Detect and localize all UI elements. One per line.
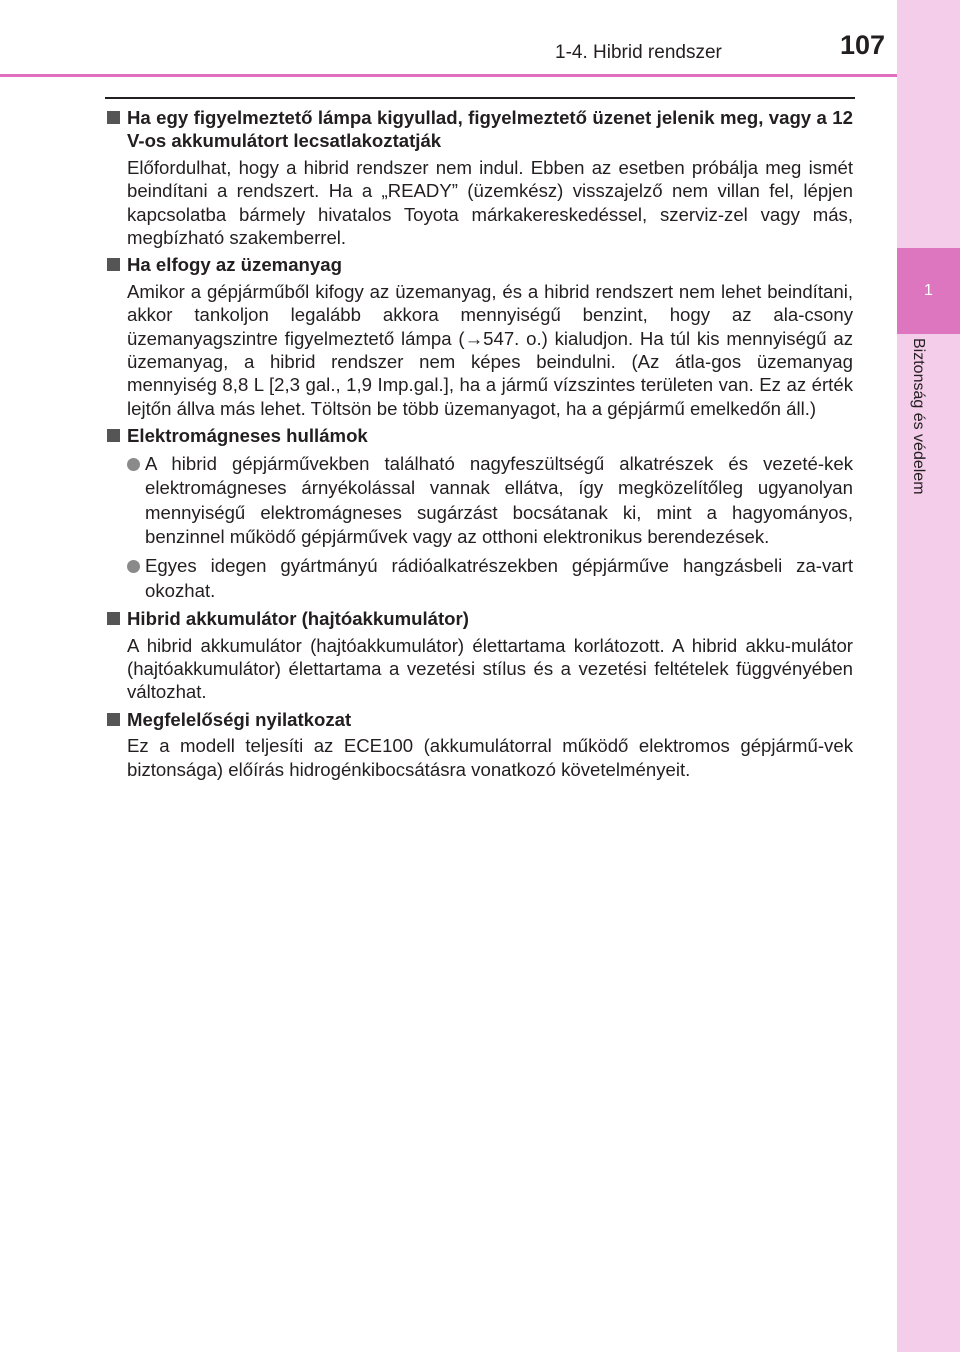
- list-item: [127, 452, 853, 550]
- side-strip: [897, 0, 960, 1352]
- page-content: [105, 106, 853, 785]
- section-electromagnetic-waves: [105, 424, 853, 603]
- section-body: Előfordulhat, hogy a hibrid rendszer nem indul. Ebben az esetben próbálja meg ismét beindítani a rendszert. Ha a „READY” (üzemkész) visszajelző nem villan fel, lépjen kapcsolatba bármely hivatalos Toyota márkakereskedéssel, szerviz-zel vagy más, megbízható szakemberrel.: [127, 156, 853, 249]
- square-bullet-icon: [107, 258, 120, 271]
- content-rule: [105, 97, 855, 99]
- section-body: Amikor a gépjárműből kifogy az üzemanyag, és a hibrid rendszert nem lehet beindítani, akkor tankoljon legalább akkora mennyiségű benzint, hogy az ala-csony üzemanyagszintre figyelmeztető lámpa (→547. o.) kialudjon. Ha túl kis mennyiségű az üzemanyag, a hibrid rendszer nem képes beindulni. (Az átla-gos üzemanyag mennyiség 8,8 L [2,3 gal., 1,9 Imp.gal.], ha a jármű vízszintes területen van. Ez az érték lejtőn állva más lehet. Töltsön be több üzemanyagot, ha a gépjármű emelkedőn áll.): [127, 280, 853, 419]
- section-heading: Ha elfogy az üzemanyag: [127, 254, 342, 276]
- square-bullet-icon: [107, 713, 120, 726]
- chapter-number-tab: [897, 248, 960, 334]
- section-declaration-of-conformity: [105, 708, 853, 781]
- page-number: 107: [839, 30, 885, 60]
- chapter-number: 1: [924, 282, 933, 299]
- list-item-text: A hibrid gépjárművekben található nagyfeszültségű alkatrészek és vezeté-kek elektromágneses árnyékolással vannak ellátva, így megközelítőleg ugyanolyan mennyiségű elektromágneses sugárzást bocsátanak ki, mint a hagyományos, benzinnel működő gépjárművek vagy az otthoni elektronikus berendezések.: [145, 452, 853, 548]
- list-item: [127, 554, 853, 603]
- section-out-of-fuel: [105, 253, 853, 420]
- round-bullet-icon: [127, 560, 140, 573]
- header-rule: [0, 74, 897, 77]
- section-heading: Megfelelőségi nyilatkozat: [127, 708, 352, 730]
- section-heading: Elektromágneses hullámok: [127, 425, 368, 447]
- square-bullet-icon: [107, 111, 120, 124]
- section-body: A hibrid akkumulátor (hajtóakkumulátor) élettartama korlátozott. A hibrid akku-mulátor (hajtóakkumulátor) élettartama a vezetési stílus és a vezetési feltételek függvényében változhat.: [127, 634, 853, 703]
- section-hybrid-battery: [105, 607, 853, 704]
- round-bullet-icon: [127, 458, 140, 471]
- section-body: Ez a modell teljesíti az ECE100 (akkumulátorral működő elektromos gépjármű-vek biztonsága) előírás hidrogénkibocsátásra vonatkozó követelményeit.: [127, 735, 853, 780]
- section-warning-light: [105, 106, 853, 249]
- section-heading: Hibrid akkumulátor (hajtóakkumulátor): [127, 608, 469, 630]
- list-item-text: Egyes idegen gyártmányú rádióalkatrészekben gépjárműve hangzásbeli za-vart okozhat.: [145, 555, 853, 601]
- section-heading: Ha egy figyelmeztető lámpa kigyullad, figyelmeztető üzenet jelenik meg, vagy a 12 V-os akkumulátort lecsatlakoztatják: [127, 107, 853, 152]
- square-bullet-icon: [107, 612, 120, 625]
- chapter-label: Biztonság és védelem: [910, 338, 927, 495]
- square-bullet-icon: [107, 429, 120, 442]
- section-title: 1-4. Hibrid rendszer: [555, 42, 722, 63]
